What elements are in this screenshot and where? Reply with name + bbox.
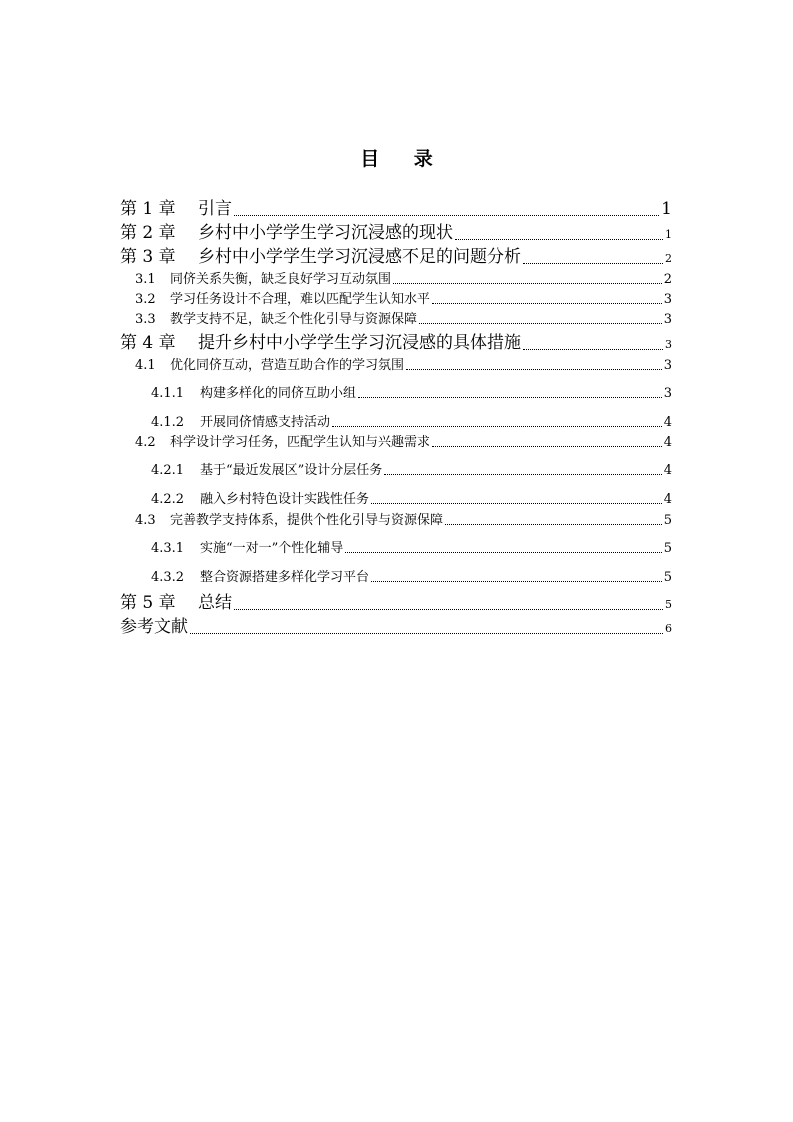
- leader-dots: [393, 283, 662, 284]
- leader-dots: [432, 446, 662, 447]
- toc-entry-title: 优化同侪互动，营造互助合作的学习氛围: [170, 358, 405, 373]
- toc-entry-title: 学习任务设计不合理，难以匹配学生认知水平: [170, 292, 431, 307]
- leader-dots: [384, 474, 661, 475]
- toc-entry-number: 4.2.1: [151, 463, 185, 478]
- toc-entry-title: 乡村中小学学生学习沉浸感不足的问题分析: [198, 247, 521, 267]
- leader-dots: [523, 349, 663, 350]
- toc-entry-section-4-3[interactable]: [135, 509, 672, 528]
- leader-dots: [523, 263, 663, 264]
- leader-dots: [419, 323, 662, 324]
- toc-entry-page: 5: [665, 598, 672, 611]
- leader-dots: [332, 426, 662, 427]
- toc-entry-number: 第 1 章: [120, 199, 176, 219]
- toc-entry-number: 第 4 章: [120, 333, 176, 353]
- toc-entry-chapter-2[interactable]: [120, 218, 672, 243]
- toc-entry-number: 4.1.2: [151, 415, 185, 430]
- toc-entry-subsection-4-2-1[interactable]: [151, 459, 672, 478]
- toc-entry-page: 3: [663, 292, 672, 307]
- leader-dots: [445, 524, 662, 525]
- toc-entry-number: 4.1.1: [151, 386, 185, 401]
- toc-entry-title: 参考文献: [120, 617, 188, 637]
- leader-dots: [190, 633, 663, 634]
- toc-entry-page: 1: [665, 228, 672, 241]
- toc-entry-title: 同侪关系失衡，缺乏良好学习互动氛围: [170, 272, 392, 287]
- leader-dots: [371, 581, 662, 582]
- toc-title: 目 录: [360, 148, 447, 170]
- toc-entry-title: 总结: [198, 593, 232, 613]
- toc-entry-page: 1: [661, 199, 672, 219]
- toc-entry-page: 3: [663, 358, 672, 373]
- toc-entry-title: 乡村中小学学生学习沉浸感的现状: [198, 223, 453, 243]
- leader-dots: [358, 397, 662, 398]
- toc-entry-page: 3: [663, 386, 672, 401]
- toc-entry-page: 2: [663, 272, 672, 287]
- toc-entry-title: 融入乡村特色设计实践性任务: [200, 492, 370, 507]
- toc-entry-page: 2: [665, 252, 672, 265]
- toc-entry-title: 开展同侪情感支持活动: [200, 415, 331, 430]
- toc-entry-subsection-4-1-2[interactable]: [151, 411, 672, 430]
- toc-entry-title: 提升乡村中小学学生学习沉浸感的具体措施: [198, 333, 521, 353]
- toc-entry-number: 4.1: [135, 358, 156, 373]
- toc-entry-title: 科学设计学习任务，匹配学生认知与兴趣需求: [170, 435, 431, 450]
- toc-entry-page: 4: [663, 415, 672, 430]
- toc-entry-section-4-2[interactable]: [135, 431, 672, 450]
- toc-entry-number: 第 2 章: [120, 223, 176, 243]
- leader-dots: [234, 609, 663, 610]
- toc-entry-page: 4: [663, 492, 672, 507]
- toc-entry-subsection-4-2-2[interactable]: [151, 488, 672, 507]
- toc-entry-page: 6: [665, 622, 672, 635]
- toc-entry-number: 4.3.2: [151, 570, 185, 585]
- toc-entry-page: 3: [663, 312, 672, 327]
- toc-entry-chapter-4[interactable]: [120, 328, 672, 353]
- toc-entry-references[interactable]: [120, 612, 672, 637]
- toc-entry-chapter-1[interactable]: [120, 194, 672, 219]
- leader-dots: [455, 239, 663, 240]
- toc-entry-subsection-4-3-1[interactable]: [151, 537, 672, 556]
- toc-entry-number: 4.2: [135, 435, 156, 450]
- toc-entry-page: 3: [665, 338, 672, 351]
- leader-dots: [371, 503, 662, 504]
- leader-dots: [432, 303, 662, 304]
- toc-entry-chapter-5[interactable]: [120, 588, 672, 613]
- toc-entry-title: 实施“一对一”个性化辅导: [200, 541, 344, 556]
- toc-entry-number: 3.3: [135, 312, 156, 327]
- toc-entry-title: 教学支持不足，缺乏个性化引导与资源保障: [170, 312, 418, 327]
- toc-entry-page: 4: [663, 435, 672, 450]
- toc-entry-page: 5: [663, 513, 672, 528]
- toc-entry-section-3-3[interactable]: [135, 308, 672, 327]
- toc-entry-page: 4: [663, 463, 672, 478]
- toc-entry-title: 完善教学支持体系，提供个性化引导与资源保障: [170, 513, 444, 528]
- toc-entry-number: 4.3.1: [151, 541, 185, 556]
- toc-entry-page: 5: [663, 570, 672, 585]
- toc-entry-number: 第 5 章: [120, 593, 176, 613]
- toc-entry-section-4-1[interactable]: [135, 354, 672, 373]
- toc-entry-number: 4.3: [135, 513, 156, 528]
- toc-entry-subsection-4-1-1[interactable]: [151, 382, 672, 401]
- toc-entry-title: 引言: [198, 199, 232, 219]
- toc-entry-chapter-3[interactable]: [120, 242, 672, 267]
- leader-dots: [345, 552, 661, 553]
- toc-entry-number: 4.2.2: [151, 492, 185, 507]
- toc-entry-number: 3.2: [135, 292, 156, 307]
- toc-entry-section-3-1[interactable]: [135, 268, 672, 287]
- leader-dots: [406, 369, 662, 370]
- toc-entry-title: 构建多样化的同侪互助小组: [200, 386, 357, 401]
- leader-dots: [234, 215, 659, 216]
- toc-entry-number: 第 3 章: [120, 247, 176, 267]
- toc-entry-section-3-2[interactable]: [135, 288, 672, 307]
- toc-entry-subsection-4-3-2[interactable]: [151, 566, 672, 585]
- toc-entry-title: 基于“最近发展区”设计分层任务: [200, 463, 383, 478]
- toc-entry-page: 5: [663, 541, 672, 556]
- toc-entry-title: 整合资源搭建多样化学习平台: [200, 570, 370, 585]
- toc-entry-number: 3.1: [135, 272, 156, 287]
